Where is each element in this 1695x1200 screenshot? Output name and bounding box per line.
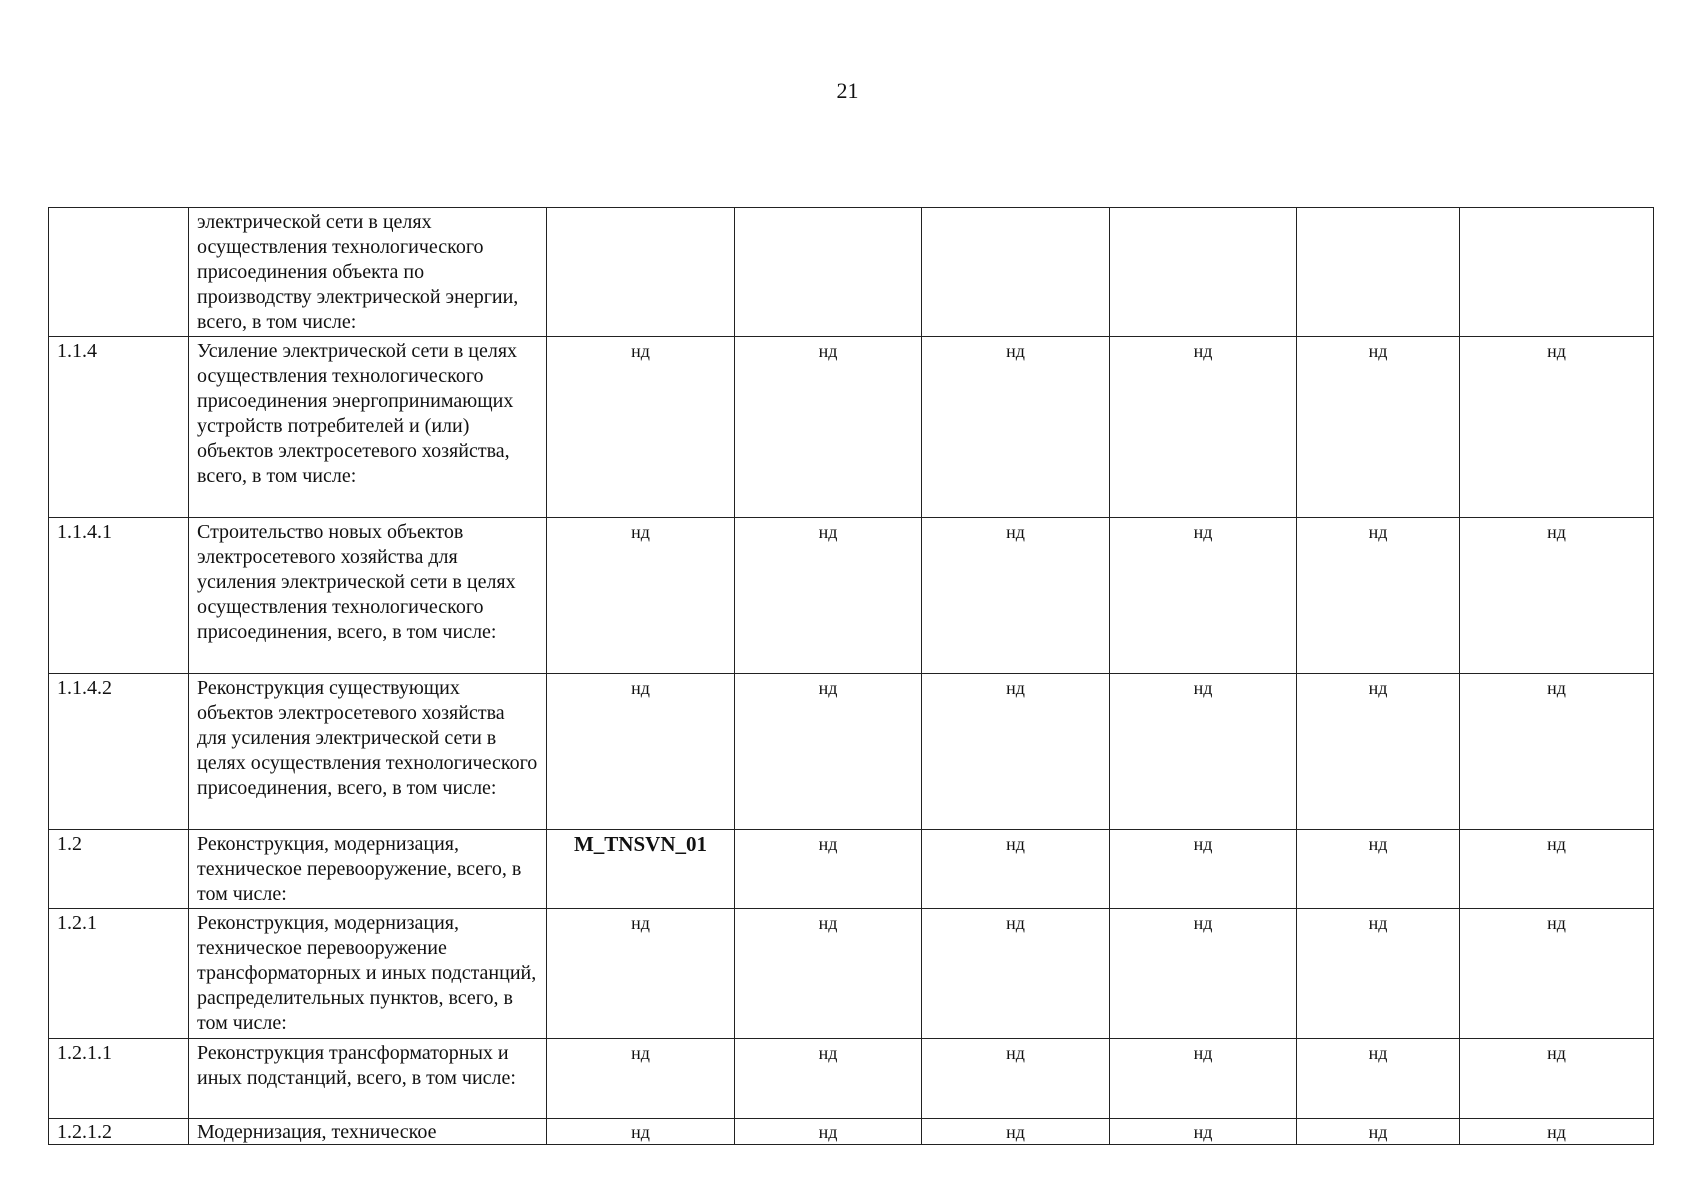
cell-value: нд	[922, 337, 1110, 518]
cell-value	[1110, 208, 1297, 337]
cell-value: нд	[1110, 1039, 1297, 1119]
cell-value: нд	[1110, 674, 1297, 830]
cell-value: нд	[735, 830, 922, 909]
cell-value: нд	[1460, 1119, 1654, 1145]
cell-value: нд	[547, 518, 735, 674]
cell-value: нд	[735, 337, 922, 518]
row-number: 1.2.1	[49, 909, 189, 1039]
cell-value: нд	[1460, 1039, 1654, 1119]
table-row	[49, 1039, 1654, 1119]
table-row	[49, 208, 1654, 337]
cell-value: нд	[1297, 337, 1460, 518]
cell-value: нд	[1110, 518, 1297, 674]
cell-value	[547, 208, 735, 337]
row-number	[49, 208, 189, 337]
table-row	[49, 909, 1654, 1039]
cell-value: нд	[735, 909, 922, 1039]
cell-value	[922, 208, 1110, 337]
row-number: 1.1.4	[49, 337, 189, 518]
row-name: электрической сети в целях осуществления технологического присоединения объекта по производству электрической энергии, всего, в том числе:	[189, 208, 547, 337]
cell-value: нд	[1110, 337, 1297, 518]
cell-value: нд	[735, 1119, 922, 1145]
cell-value: нд	[1460, 674, 1654, 830]
cell-value: нд	[922, 1119, 1110, 1145]
row-number: 1.2	[49, 830, 189, 909]
row-name: Реконструкция трансформаторных и иных подстанций, всего, в том числе:	[189, 1039, 547, 1119]
cell-value: нд	[1460, 830, 1654, 909]
cell-value: нд	[1110, 1119, 1297, 1145]
cell-value: нд	[1297, 674, 1460, 830]
row-name: Реконструкция, модернизация, техническое перевооружение, всего, в том числе:	[189, 830, 547, 909]
table-row	[49, 674, 1654, 830]
cell-value: нд	[922, 830, 1110, 909]
row-number: 1.1.4.1	[49, 518, 189, 674]
page-number: 21	[836, 78, 859, 103]
cell-value: нд	[547, 337, 735, 518]
cell-value: нд	[1110, 830, 1297, 909]
table-row	[49, 1119, 1654, 1145]
cell-value: нд	[1297, 1039, 1460, 1119]
cell-value	[1297, 208, 1460, 337]
row-name: Реконструкция существующих объектов электросетевого хозяйства для усиления электрической сети в целях осуществления технологического присоединения, всего, в том числе:	[189, 674, 547, 830]
cell-value: нд	[1460, 909, 1654, 1039]
cell-value: нд	[547, 674, 735, 830]
cell-value: нд	[547, 1119, 735, 1145]
cell-value: нд	[1297, 1119, 1460, 1145]
row-name: Модернизация, техническое	[189, 1119, 547, 1145]
row-number: 1.2.1.2	[49, 1119, 189, 1145]
cell-value	[735, 208, 922, 337]
cell-value: нд	[922, 518, 1110, 674]
row-number: 1.2.1.1	[49, 1039, 189, 1119]
row-name: Реконструкция, модернизация, техническое перевооружение трансформаторных и иных подстанций, распределительных пунктов, всего, в том числе:	[189, 909, 547, 1039]
cell-value: нд	[735, 674, 922, 830]
row-name: Усиление электрической сети в целях осуществления технологического присоединения энергопринимающих устройств потребителей и (или) объектов электросетевого хозяйства, всего, в том числе:	[189, 337, 547, 518]
table-row	[49, 518, 1654, 674]
cell-value: нд	[922, 909, 1110, 1039]
cell-value: нд	[1297, 909, 1460, 1039]
row-name: Строительство новых объектов электросетевого хозяйства для усиления электрической сети в целях осуществления технологического присоединения, всего, в том числе:	[189, 518, 547, 674]
table-row	[49, 337, 1654, 518]
table-row	[49, 830, 1654, 909]
cell-value: нд	[1297, 830, 1460, 909]
cell-value	[1460, 208, 1654, 337]
cell-value: нд	[547, 909, 735, 1039]
cell-value: нд	[547, 1039, 735, 1119]
project-id-cell: M_TNSVN_01	[547, 830, 735, 909]
cell-value: нд	[922, 674, 1110, 830]
cell-value: нд	[922, 1039, 1110, 1119]
cell-value: нд	[1460, 337, 1654, 518]
cell-value: нд	[1297, 518, 1460, 674]
cell-value: нд	[735, 1039, 922, 1119]
cell-value: нд	[1460, 518, 1654, 674]
cell-value: нд	[1110, 909, 1297, 1039]
data-table	[48, 207, 1654, 1145]
cell-value: нд	[735, 518, 922, 674]
row-number: 1.1.4.2	[49, 674, 189, 830]
